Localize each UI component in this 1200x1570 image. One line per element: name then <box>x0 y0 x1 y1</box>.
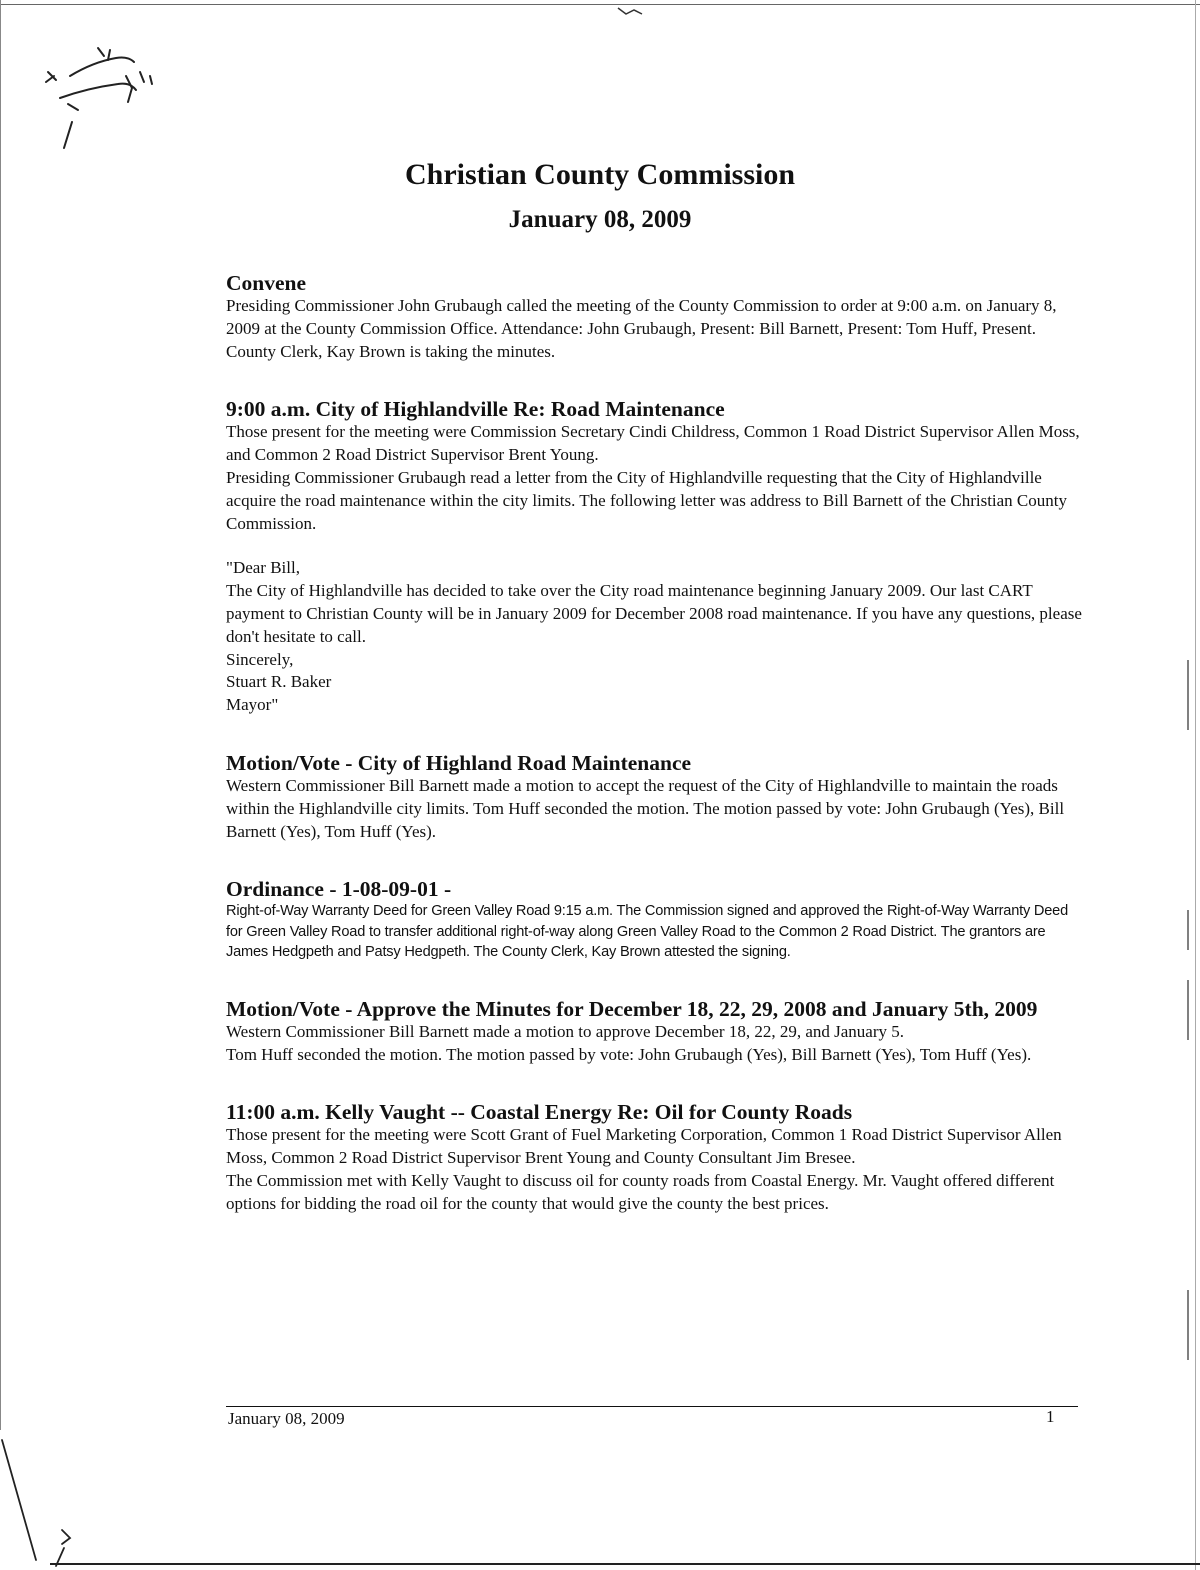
document-date: January 08, 2009 <box>508 206 692 233</box>
section-paragraph: Those present for the meeting were Scott Grant of Fuel Marketing Corporation, Common 1 Road District Supervisor Allen Moss, Common 2 Road District Supervisor Brent Young and County Consultant Jim Bresee. <box>226 1125 1062 1168</box>
section-paragraph: Right-of-Way Warranty Deed for Green Valley Road 9:15 a.m. The Commission signed and approved the Right-of-Way Warranty Deed for Green Valley Road to transfer additional right-of-way along Green Valley Road to the Common 2 Road District. The grantors are James Hedgpeth and Patsy Hedgpeth. The County Clerk, Kay Brown attested the signing. <box>226 903 1069 961</box>
section-paragraph: Presiding Commissioner John Grubaugh called the meeting of the County Commission to order at 9:00 a.m. on January 8, 2009 at the County Commission Office. Attendance: John Grubaugh, Present: Bill Barnett, Present: Tom Huff, Present. County Clerk, Kay Brown is taking the minutes. <box>226 296 1057 361</box>
scan-mark-top <box>616 2 646 18</box>
letter-salutation: "Dear Bill, <box>226 558 300 578</box>
footer-rule <box>226 1406 1078 1407</box>
section-paragraph: Western Commissioner Bill Barnett made a motion to accept the request of the City of Highlandville to maintain the roads within the Highlandville city limits. Tom Huff seconded the motion. The motion passed by vote: John Grubaugh (Yes), Bill Barnett (Yes), Tom Huff (Yes). <box>226 775 1065 841</box>
section-heading: 11:00 a.m. Kelly Vaught -- Coastal Energy Re: Oil for County Roads <box>226 1100 853 1125</box>
section-paragraph: Presiding Commissioner Grubaugh read a letter from the City of Highlandville requesting that the City of Highlandville acquire the road maintenance within the city limits. The following letter was address to Bill Barnett of the Christian County Commission. <box>226 467 1067 533</box>
section-heading: 9:00 a.m. City of Highlandville Re: Road Maintenance <box>226 397 725 422</box>
section-motion-approve-minutes <box>226 997 1086 1067</box>
minutes-body <box>226 271 1086 1216</box>
section-motion-road-maintenance <box>226 751 1086 843</box>
handwritten-mark-top-left <box>38 40 168 150</box>
letter-signer-title: Mayor" <box>226 695 279 715</box>
section-paragraph: Those present for the meeting were Commission Secretary Cindi Childress, Common 1 Road District Supervisor Allen Moss, and Common 2 Road District Supervisor Brent Young. <box>226 422 1080 465</box>
page-number: 1 <box>1046 1407 1055 1426</box>
letter-signer: Stuart R. Baker <box>226 672 332 692</box>
footer-date: January 08, 2009 <box>228 1409 345 1428</box>
section-paragraph: Tom Huff seconded the motion. The motion passed by vote: John Grubaugh (Yes), Bill Barnett (Yes), Tom Huff (Yes). <box>226 1044 1032 1064</box>
section-highlandville-road-maintenance <box>226 397 1086 717</box>
section-heading: Convene <box>226 271 307 295</box>
document-title: Christian County Commission <box>404 158 796 191</box>
section-heading: Motion/Vote - City of Highland Road Maintenance <box>226 750 692 775</box>
section-coastal-energy <box>226 1100 1086 1215</box>
section-heading: Motion/Vote - Approve the Minutes for December 18, 22, 29, 2008 and January 5th, 2009 <box>226 996 1038 1021</box>
quoted-letter <box>226 557 1086 717</box>
section-convene <box>226 271 1086 363</box>
scan-marks-right-margin <box>1178 650 1198 1450</box>
scan-mark-bottom-left <box>0 1400 90 1570</box>
section-paragraph: Western Commissioner Bill Barnett made a motion to approve December 18, 22, 29, and January 5. <box>226 1021 904 1041</box>
letter-body: The City of Highlandville has decided to take over the City road maintenance beginning January 2009. Our last CART payment to Christian County will be in January 2009 for December 2008 road maintenance. If you have any questions, please don't hesitate to call. <box>226 581 1082 646</box>
section-ordinance <box>226 877 1086 963</box>
section-paragraph: The Commission met with Kelly Vaught to discuss oil for county roads from Coastal Energy. Mr. Vaught offered different options for bidding the road oil for the county that would give the county the best prices. <box>226 1171 1055 1213</box>
scan-edge-bottom <box>50 1563 1200 1565</box>
scan-edge-top <box>0 4 1200 5</box>
section-heading: Ordinance - 1-08-09-01 - <box>226 877 452 902</box>
letter-closing: Sincerely, <box>226 649 294 669</box>
